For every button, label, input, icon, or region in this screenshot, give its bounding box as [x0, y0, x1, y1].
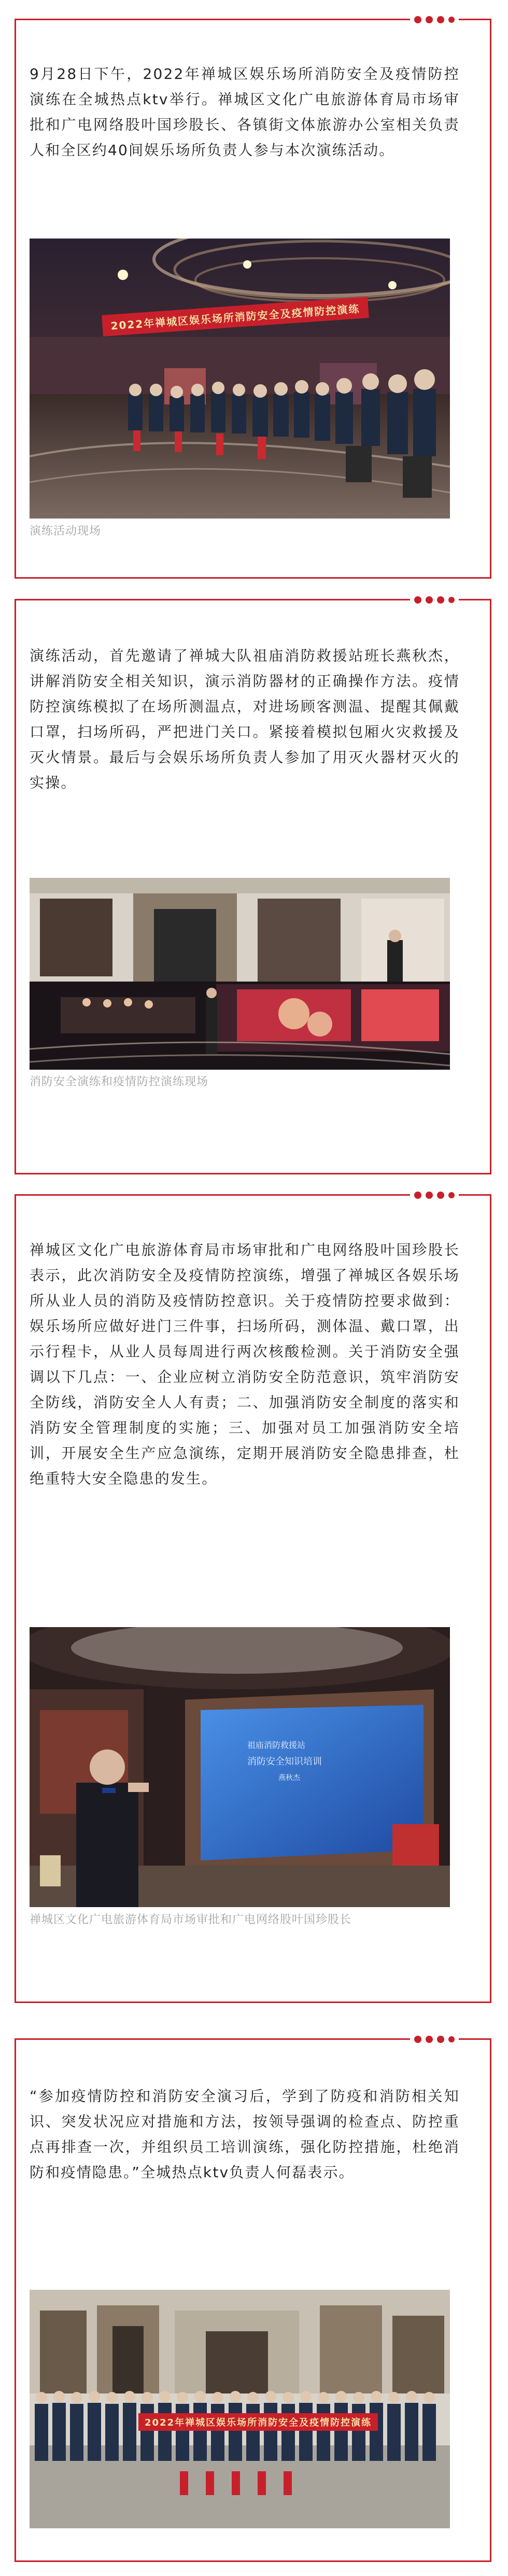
- photo-caption-3: 禅城区文化广电旅游体育局市场审批和广电网络股叶国珍股长: [30, 1913, 352, 1926]
- photo-banner-text: 2022年禅城区娱乐场所消防安全及疫情防控演练: [138, 2413, 378, 2431]
- photo-banner-text: 2022年禅城区娱乐场所消防安全及疫情防控演练: [102, 297, 369, 337]
- photo-drill-scene: [30, 239, 450, 519]
- decorative-dots: [410, 1188, 459, 1202]
- photo-caption-2: 消防安全演练和疫情防控演练现场: [30, 1075, 209, 1088]
- decorative-dots: [410, 593, 459, 607]
- photo-speaker: [30, 1627, 450, 1907]
- photo-fire-safety-demo: [30, 878, 450, 1070]
- decorative-dots: [410, 13, 459, 26]
- section-3-paragraph: 禅城区文化广电旅游体育局市场审批和广电网络股叶国珍股长表示，此次消防安全及疫情防控演练，增强了禅城区各娱乐场所从业人员的消防及疫情防控意识。关于疫情防控要求做到：娱乐场所应做好进门三件事，扫场所码，测体温、戴口罩，出示行程卡，从业人员每周进行两次核酸检测。关于消防安全强调以下几点：一、企业应树立消防安全防范意识，筑牢消防安全防线，消防安全人人有责；二、加强消防安全制度的落实和消防安全管理制度的实施；三、加强对员工加强消防安全培训，开展安全生产应急演练，定期开展消防安全隐患排查，杜绝重特大安全隐患的发生。: [30, 1241, 460, 1487]
- screen-line: 消防安全知识培训: [247, 1756, 322, 1767]
- screen-line: 燕秋杰: [278, 1774, 300, 1782]
- decorative-dots: [410, 2033, 459, 2046]
- photo-caption-1: 演练活动现场: [30, 525, 102, 538]
- photo-group-outdoor: [30, 2290, 450, 2528]
- section-1-paragraph: 9月28日下午，2022年禅城区娱乐场所消防安全及疫情防控演练在全城热点ktv举行。禅城区文化广电旅游体育局市场审批和广电网络股叶国珍股长、各镇街文体旅游办公室相关负责人和全区约40间娱乐场所负责人参与本次演练活动。: [30, 65, 460, 159]
- section-4-paragraph: “参加疫情防控和消防安全演习后，学到了防疫和消防相关知识、突发状况应对措施和方法，按领导强调的检查点、防控重点再排查一次，并组织员工培训演练，强化防控措施，杜绝消防和疫情隐患。”全城热点ktv负责人何磊表示。: [30, 2088, 460, 2181]
- screen-line: 祖庙消防救援站: [247, 1740, 306, 1750]
- section-2-paragraph: 演练活动，首先邀请了禅城大队祖庙消防救援站班长燕秋杰，讲解消防安全相关知识，演示消防器材的正确操作方法。疫情防控演练模拟了在场所测温点，对进场顾客测温、提醒其佩戴口罩，扫场所码，严把进门关口。紧接着模拟包厢火灾救援及灭火情景。最后与会娱乐场所负责人参加了用灭火器材灭火的实操。: [30, 647, 460, 791]
